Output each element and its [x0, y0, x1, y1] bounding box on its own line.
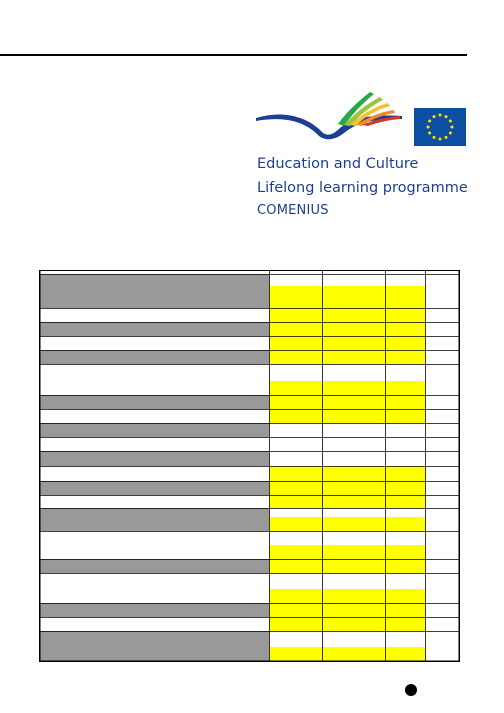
eu-star-icon: [449, 120, 452, 123]
table-row-fill-cell: [269, 336, 425, 350]
page-bullet-icon: [405, 684, 417, 696]
brand-line-lifelong: Lifelong learning programme: [257, 180, 468, 196]
table-row-fill-cell: [269, 350, 425, 364]
table-row-fill-cell: [269, 286, 425, 308]
table-row-label-cell: [40, 322, 269, 336]
eu-star-icon: [433, 115, 436, 118]
eu-flag-icon: [414, 108, 466, 146]
top-rule: [0, 54, 467, 56]
table-row-fill-cell: [269, 481, 425, 495]
table-row-fill-cell: [269, 322, 425, 336]
eu-star-icon: [433, 136, 436, 139]
table-row-fill-cell: [269, 308, 425, 322]
table-row-label-cell: [40, 631, 269, 661]
table-row-fill-cell: [269, 495, 425, 508]
table-row-fill-cell: [269, 381, 425, 395]
eu-star-icon: [449, 132, 452, 135]
eu-star-icon: [428, 120, 431, 123]
brand-line-education: Education and Culture: [257, 156, 419, 172]
eu-star-icon: [428, 132, 431, 135]
eu-star-icon: [445, 115, 448, 118]
brand-line-comenius: COMENIUS: [257, 203, 329, 218]
table-row-label-cell: [40, 603, 269, 617]
programme-branding: [257, 152, 468, 222]
table-row-fill-cell: [269, 617, 425, 631]
table-row-fill-cell: [269, 409, 425, 423]
eu-star-icon: [427, 126, 430, 129]
form-table-grid: [39, 270, 460, 662]
table-row-label-cell: [40, 423, 269, 437]
table-row-label-cell: [40, 274, 269, 308]
eu-star-icon: [439, 114, 442, 117]
table-row-fill-cell: [269, 466, 425, 481]
table-row-label-cell: [40, 559, 269, 573]
table-row-fill-cell: [269, 395, 425, 409]
table-row-label-cell: [40, 395, 269, 409]
llp-swoosh-logo: [252, 88, 410, 143]
eu-star-icon: [451, 126, 454, 129]
table-row-fill-cell: [269, 589, 425, 603]
table-row-fill-cell: [269, 545, 425, 559]
eu-star-icon: [445, 136, 448, 139]
table-row-fill-cell: [269, 603, 425, 617]
table-row-fill-cell: [269, 517, 425, 531]
table-row-fill-cell: [269, 647, 425, 661]
eu-star-icon: [439, 138, 442, 141]
table-row-label-cell: [40, 481, 269, 495]
table-row-label-cell: [40, 451, 269, 466]
table-row-fill-cell: [269, 559, 425, 573]
form-table: [39, 270, 460, 662]
table-row-label-cell: [40, 508, 269, 531]
table-row-label-cell: [40, 350, 269, 364]
